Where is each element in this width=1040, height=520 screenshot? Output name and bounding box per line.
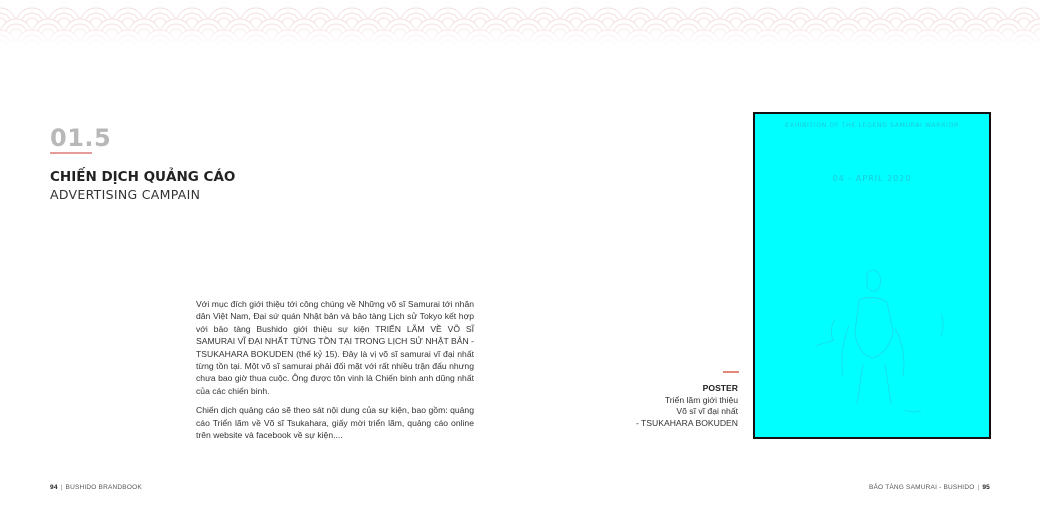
footer-right-separator: | xyxy=(977,484,980,491)
footer-left xyxy=(50,484,142,491)
body-paragraph-1: Với mục đích giới thiệu tới công chúng về Những võ sĩ Samurai tới nhân dân Việt Nam, Đại sứ quán Nhật bản và bảo tàng Lịch sử Tokyo kết hợp với bảo tàng Bushido giới thiệu sự kiện TRIỂN LÃM VỀ VÕ SĨ SAMURAI VĨ ĐẠI NHẤT TỪNG TỒN TẠI TRONG LỊCH SỬ NHẬT BẢN - TSUKAHARA BOKUDEN (thế kỷ 15). Đây là vị võ sĩ samurai vĩ đại nhất từng tồn tại. Một võ sĩ samurai phải đối mặt với rất nhiều trận đấu nhưng chưa bao giờ thua cuộc. Ông được tôn vinh là Chiến binh anh dũng nhất của các chiến binh. xyxy=(196,299,474,396)
section-subtitle: ADVERTISING CAMPAIN xyxy=(50,187,201,202)
poster-image xyxy=(753,112,991,439)
wave-fade-overlay xyxy=(0,0,1040,46)
poster-top-text: EXHIBITION OF THE LEGEND SAMURAI WARRIOR xyxy=(785,122,959,129)
footer-left-separator: | xyxy=(60,484,63,491)
caption-rule xyxy=(723,371,739,373)
seigaiha-wave-pattern xyxy=(0,0,1040,46)
section-number: 01.5 xyxy=(50,124,112,152)
section-number-underline xyxy=(50,152,92,154)
footer-right-page-number: 95 xyxy=(982,484,990,491)
poster-caption xyxy=(636,383,738,429)
footer-right xyxy=(869,484,990,491)
section-title: CHIẾN DỊCH QUẢNG CÁO xyxy=(50,169,236,185)
body-paragraph-2: Chiến dịch quảng cáo sẽ theo sát nội dung của sự kiện, bao gồm: quảng cáo Triển lãm về Võ sĩ Tsukahara, giấy mời triển lãm, quảng cáo online trên website và facebook về sự kiện.... xyxy=(196,405,474,441)
samurai-figure-illustration xyxy=(755,114,989,437)
footer-left-label: BUSHIDO BRANDBOOK xyxy=(65,484,142,491)
body-text xyxy=(196,298,474,441)
caption-line-1: Triển lãm giới thiệu xyxy=(664,394,738,405)
caption-line-2: Võ sĩ vĩ đại nhất xyxy=(676,406,738,416)
caption-title: POSTER xyxy=(702,383,738,393)
footer-right-label: BẢO TÀNG SAMURAI - BUSHIDO xyxy=(868,484,975,491)
footer-left-page-number: 94 xyxy=(50,484,58,491)
poster-date-text: 04 - APRIL 2020 xyxy=(832,174,912,183)
caption-line-3: - TSUKAHARA BOKUDEN xyxy=(635,417,738,428)
